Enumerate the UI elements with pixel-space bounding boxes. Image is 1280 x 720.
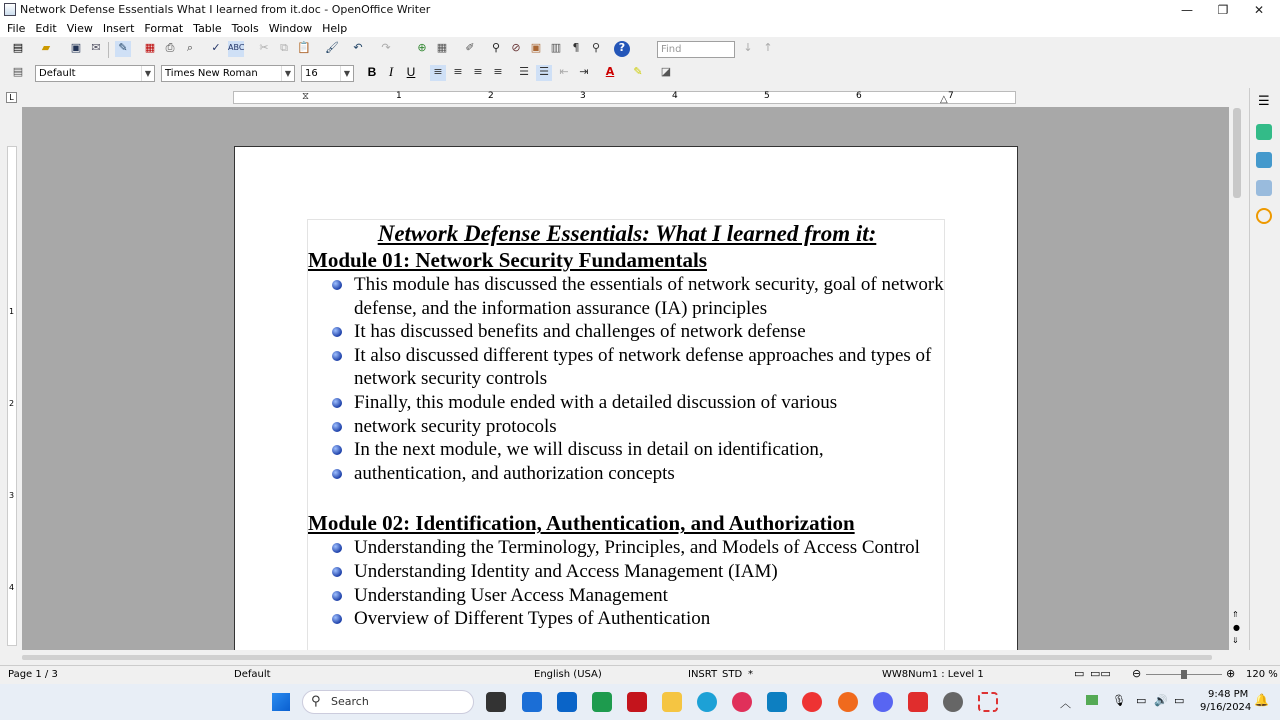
menu-view[interactable]: View: [66, 21, 93, 35]
ruler-track[interactable]: [233, 91, 1016, 104]
help-icon[interactable]: ?: [614, 41, 630, 57]
modified-indicator: *: [748, 669, 753, 680]
horizontal-scrollbar[interactable]: [0, 652, 1229, 664]
list-item: [308, 438, 946, 462]
font-name-value: Times New Roman: [165, 68, 258, 79]
close-button[interactable]: ✕: [1253, 2, 1265, 17]
single-page-view-icon[interactable]: ▭: [1074, 667, 1085, 680]
openoffice-writer-icon[interactable]: [767, 692, 787, 712]
previous-page-icon[interactable]: ⇑: [1232, 610, 1239, 619]
microphone-icon[interactable]: 🎙: [1112, 694, 1126, 707]
highlighting-icon[interactable]: ✎: [633, 65, 643, 78]
menu-tools[interactable]: Tools: [231, 21, 259, 35]
zoom-in-icon[interactable]: ⊕: [1226, 667, 1236, 680]
list-item: [308, 273, 946, 320]
list-item-text: Understanding User Access Management: [354, 584, 668, 606]
align-right-icon[interactable]: ≡: [473, 65, 483, 78]
edge-icon[interactable]: [697, 692, 717, 712]
bullet-icon: [332, 543, 342, 553]
ruler-number: 7: [948, 91, 954, 101]
list-item: [308, 584, 946, 608]
store-icon[interactable]: [522, 692, 542, 712]
formatting-toolbar: [0, 63, 1280, 85]
navigation-icon[interactable]: ●: [1233, 623, 1240, 632]
undo-icon[interactable]: ↶: [353, 41, 363, 54]
document-body[interactable]: [308, 219, 946, 631]
start-windows-icon[interactable]: [272, 693, 290, 711]
list-item-text: Understanding Identity and Access Management (IAM): [354, 560, 778, 582]
zoom-level[interactable]: 120 %: [1246, 669, 1278, 680]
page-style[interactable]: Default: [234, 669, 271, 680]
navigator-icon[interactable]: ⊘: [511, 41, 521, 54]
list-item: [308, 607, 946, 631]
ruler-number: 5: [764, 91, 770, 101]
justify-icon[interactable]: ≡: [493, 65, 503, 78]
redo-icon[interactable]: ↷: [381, 41, 391, 54]
clock-time[interactable]: 9:48 PM: [1208, 689, 1249, 700]
navigator-sidebar-icon[interactable]: [1256, 208, 1272, 224]
app-icon[interactable]: [732, 692, 752, 712]
show-draw-functions-icon[interactable]: ✐: [465, 41, 475, 54]
font-size-select[interactable]: [301, 65, 354, 82]
hyperlink-icon[interactable]: ⊕: [417, 41, 427, 54]
ruler-number: 6: [856, 91, 862, 101]
snipping-tool-icon[interactable]: [978, 692, 998, 712]
tray-app-icon[interactable]: [1086, 695, 1098, 705]
bullet-icon: [332, 469, 342, 479]
bullet-icon: [332, 327, 342, 337]
increase-indent-icon[interactable]: ⇥: [579, 65, 589, 78]
sidebar: [1249, 88, 1280, 650]
notifications-icon[interactable]: 🔔: [1254, 693, 1269, 707]
list-item: [308, 536, 946, 560]
page-indicator: Page 1 / 3: [8, 669, 58, 680]
font-color-button[interactable]: A: [605, 65, 615, 78]
bold-button[interactable]: B: [367, 65, 377, 79]
font-name-select[interactable]: [161, 65, 295, 82]
paste-icon[interactable]: 📋: [297, 41, 311, 54]
find-replace-icon[interactable]: ⚲: [491, 41, 501, 54]
toolbar-separator: [108, 42, 109, 58]
file-explorer-icon[interactable]: [662, 692, 682, 712]
vruler-number: 1: [9, 307, 15, 316]
menu-format[interactable]: Format: [144, 21, 184, 35]
title-bar: [0, 0, 1280, 19]
writer-app-icon: [4, 3, 16, 16]
numbering-icon[interactable]: ☰: [519, 65, 529, 78]
multi-page-view-icon[interactable]: ▭▭: [1090, 667, 1111, 680]
settings-gear-icon[interactable]: [943, 692, 963, 712]
menu-help[interactable]: Help: [322, 21, 348, 35]
indent-marker-icon[interactable]: ⧖: [302, 91, 310, 102]
list-item: [308, 320, 946, 344]
list-item-text: It also discussed different types of network defense approaches and types of network security controls: [354, 344, 932, 390]
battery-icon[interactable]: ▭: [1174, 694, 1185, 707]
status-bar: [0, 665, 1280, 683]
paragraph-style-select[interactable]: [35, 65, 155, 82]
email-icon[interactable]: ✉: [91, 41, 101, 54]
discord-icon[interactable]: [873, 692, 893, 712]
bullets-icon[interactable]: ☰: [536, 65, 552, 81]
outlook-icon[interactable]: [557, 692, 577, 712]
italic-button[interactable]: I: [388, 64, 394, 79]
list-item: [308, 391, 946, 415]
acrobat-icon[interactable]: [627, 692, 647, 712]
ruler-number: 3: [580, 91, 586, 101]
align-center-icon[interactable]: ≡: [453, 65, 463, 78]
scrollbar-thumb[interactable]: [1233, 108, 1241, 198]
list-item: [308, 462, 946, 486]
network-icon[interactable]: ▭: [1136, 694, 1147, 707]
formatting-marks-icon[interactable]: ¶: [572, 41, 580, 54]
find-previous-icon[interactable]: ↓: [743, 41, 753, 54]
empty-paragraph: [308, 485, 946, 511]
task-view-icon[interactable]: [486, 692, 506, 712]
search-icon: ⚲: [311, 694, 321, 709]
vruler-number: 3: [9, 491, 15, 500]
menu-file[interactable]: File: [7, 21, 26, 35]
language[interactable]: English (USA): [534, 669, 602, 680]
search-placeholder: Search: [331, 695, 369, 708]
document-title: Network Defense Essentials: What I learned from it:: [377, 221, 877, 246]
bullet-icon: [332, 591, 342, 601]
chrome-icon[interactable]: [802, 692, 822, 712]
list-item: [308, 344, 946, 391]
find-next-icon[interactable]: ↑: [763, 41, 773, 54]
vertical-ruler-track: [7, 146, 17, 646]
new-document-icon[interactable]: ▤: [12, 41, 24, 54]
paragraph-style-value: Default: [39, 68, 76, 79]
sidebar-menu-icon[interactable]: ☰: [1258, 94, 1270, 109]
list-item-text: Overview of Different Types of Authentication: [354, 608, 711, 630]
list-item-text: network security protocols: [354, 415, 557, 437]
zoom-slider-thumb[interactable]: [1181, 670, 1187, 679]
vertical-ruler: [5, 108, 19, 648]
selection-mode[interactable]: STD: [722, 669, 743, 680]
bullet-list: [308, 536, 946, 630]
list-level: WW8Num1 : Level 1: [882, 669, 984, 680]
bullet-icon: [332, 280, 342, 290]
clock-date[interactable]: 9/16/2024: [1200, 702, 1252, 713]
ruler-number: 4: [672, 91, 678, 101]
table-icon[interactable]: ▦: [436, 41, 448, 54]
bullet-icon: [332, 567, 342, 577]
ruler-number: 1: [396, 91, 402, 101]
copy-icon[interactable]: ⧉: [280, 41, 288, 54]
spellcheck-icon[interactable]: ✓: [211, 41, 221, 54]
window-title: Network Defense Essentials What I learned from it.doc - OpenOffice Writer: [20, 3, 431, 16]
taskbar-search-input[interactable]: [302, 690, 474, 714]
list-item-text: In the next module, we will discuss in detail on identification,: [354, 439, 824, 461]
styles-formatting-icon[interactable]: ▤: [12, 65, 24, 78]
standard-toolbar: [0, 38, 1280, 62]
list-item: [308, 415, 946, 439]
list-item-text: authentication, and authorization concepts: [354, 462, 675, 484]
find-input[interactable]: Find: [657, 41, 735, 58]
chevron-down-icon[interactable]: ▼: [281, 66, 294, 81]
minimize-button[interactable]: —: [1181, 2, 1193, 17]
chevron-down-icon[interactable]: ▼: [141, 66, 154, 81]
gallery-icon[interactable]: ▣: [530, 41, 542, 54]
document-page[interactable]: [234, 146, 1018, 650]
list-item: [308, 560, 946, 584]
font-size-value: 16: [305, 68, 318, 79]
document-workspace: [22, 107, 1229, 650]
vruler-number: 2: [9, 399, 15, 408]
list-item-text: Finally, this module ended with a detailed discussion of various: [354, 391, 838, 413]
app-icon[interactable]: [908, 692, 928, 712]
right-indent-marker-icon[interactable]: △: [940, 94, 948, 105]
bullet-icon: [332, 422, 342, 432]
list-item-text: It has discussed benefits and challenges of network defense: [354, 321, 806, 343]
section-heading: Module 01: Network Security Fundamentals: [308, 248, 707, 272]
scrollbar-thumb[interactable]: [22, 655, 1212, 660]
chevron-down-icon[interactable]: ▼: [340, 66, 353, 81]
styles-icon[interactable]: [1256, 152, 1272, 168]
background-color-icon[interactable]: ◪: [660, 65, 672, 78]
horizontal-ruler: [0, 88, 1250, 106]
insert-mode[interactable]: INSRT: [688, 669, 718, 680]
zoom-icon[interactable]: ⚲: [591, 41, 601, 54]
next-page-icon[interactable]: ⇓: [1232, 636, 1239, 645]
maximize-button[interactable]: ❐: [1217, 2, 1229, 17]
save-icon[interactable]: ▣: [70, 41, 82, 54]
menu-table[interactable]: Table: [193, 21, 222, 35]
vruler-number: 4: [9, 583, 15, 592]
underline-button[interactable]: U: [406, 65, 416, 79]
edit-file-icon[interactable]: ✎: [115, 41, 131, 57]
autospellcheck-icon[interactable]: ABC: [228, 41, 244, 57]
clone-formatting-icon[interactable]: 🖌: [325, 41, 339, 54]
menu-window[interactable]: Window: [268, 21, 313, 35]
app-icon[interactable]: [592, 692, 612, 712]
export-pdf-icon[interactable]: ▦: [144, 41, 156, 54]
chevron-up-icon[interactable]: ︿: [1060, 697, 1071, 710]
decrease-indent-icon[interactable]: ⇤: [559, 65, 569, 78]
open-folder-icon[interactable]: ▰: [41, 41, 51, 54]
align-left-icon[interactable]: ≡: [430, 65, 446, 81]
tab-stop-selector[interactable]: L: [6, 92, 17, 103]
bullet-list: [308, 273, 946, 485]
list-item-text: Understanding the Terminology, Principles, and Models of Access Control: [354, 537, 920, 559]
print-icon[interactable]: ⎙: [165, 41, 175, 54]
firefox-icon[interactable]: [838, 692, 858, 712]
bullet-icon: [332, 614, 342, 624]
menu-bar: [0, 19, 1280, 37]
menu-edit[interactable]: Edit: [35, 21, 57, 35]
properties-icon[interactable]: [1256, 124, 1272, 140]
zoom-out-icon[interactable]: ⊖: [1132, 667, 1142, 680]
cut-icon[interactable]: ✂: [259, 41, 269, 54]
volume-icon[interactable]: 🔊: [1154, 694, 1168, 707]
vertical-scrollbar[interactable]: [1229, 88, 1245, 650]
print-preview-icon[interactable]: ⌕: [186, 41, 194, 54]
bullet-icon: [332, 398, 342, 408]
section-heading: Module 02: Identification, Authentication, and Authorization: [308, 511, 855, 536]
gallery-sidebar-icon[interactable]: [1256, 180, 1272, 196]
data-sources-icon[interactable]: ▥: [550, 41, 562, 54]
bullet-icon: [332, 445, 342, 455]
bullet-icon: [332, 351, 342, 361]
windows-taskbar: [0, 684, 1280, 720]
list-item-text: This module has discussed the essentials of network security, goal of network defense, and the information assurance (IA) principles: [354, 274, 944, 319]
menu-insert[interactable]: Insert: [102, 21, 135, 35]
ruler-number: 2: [488, 91, 494, 101]
